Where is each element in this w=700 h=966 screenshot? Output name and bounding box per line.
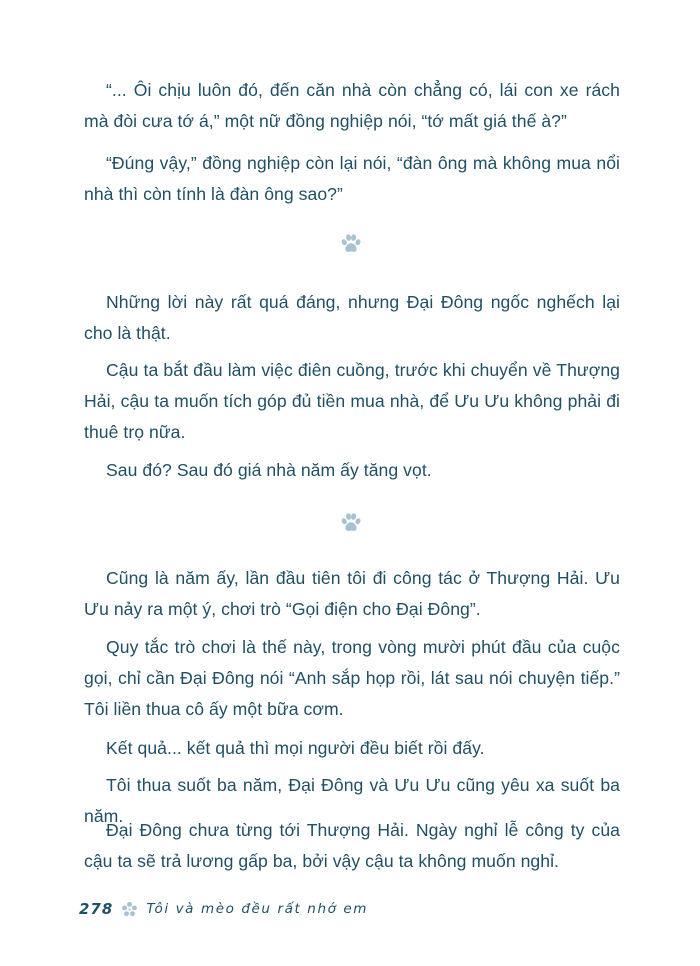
flower-icon <box>121 901 138 918</box>
page-footer <box>79 898 368 920</box>
paragraph: “... Ôi chịu luôn đó, đến căn nhà còn chẳng có, lái con xe rách mà đòi cưa tớ á,” một nữ đồng nghiệp nói, “tớ mất giá thế à?” <box>84 80 620 131</box>
paragraph: Cũng là năm ấy, lần đầu tiên tôi đi công tác ở Thượng Hải. Ưu Ưu nảy ra một ý, chơi trò “Gọi điện cho Đại Đông”. <box>84 568 620 619</box>
paragraph: Cậu ta bắt đầu làm việc điên cuồng, trước khi chuyển về Thượng Hải, cậu ta muốn tích góp đủ tiền mua nhà, để Ưu Ưu không phải đi thuê trọ nữa. <box>84 360 620 442</box>
paragraph: “Đúng vậy,” đồng nghiệp còn lại nói, “đàn ông mà không mua nổi nhà thì còn tính là đàn ông sao?” <box>84 153 620 204</box>
paragraph: Tôi thua suốt ba năm, Đại Đông và Ưu Ưu cũng yêu xa suốt ba năm. <box>84 775 620 826</box>
page-number: 278 <box>79 900 114 918</box>
paragraph: Đại Đông chưa từng tới Thượng Hải. Ngày nghỉ lễ công ty của cậu ta sẽ trả lương gấp ba, bởi vậy cậu ta không muốn nghỉ. <box>84 820 620 871</box>
book-title: Tôi và mèo đều rất nhớ em <box>146 901 369 917</box>
paw-icon <box>340 512 362 534</box>
paragraph: Những lời này rất quá đáng, nhưng Đại Đông ngốc nghếch lại cho là thật. <box>84 292 620 343</box>
paragraph: Quy tắc trò chơi là thế này, trong vòng mười phút đầu của cuộc gọi, chỉ cần Đại Đông nói “Anh sắp họp rồi, lát sau nói chuyện tiếp.” Tôi liền thua cô ấy một bữa cơm. <box>84 637 620 719</box>
paragraph: Kết quả... kết quả thì mọi người đều biết rồi đấy. <box>106 738 485 758</box>
paw-icon <box>340 233 362 255</box>
paragraph: Sau đó? Sau đó giá nhà năm ấy tăng vọt. <box>106 460 432 480</box>
